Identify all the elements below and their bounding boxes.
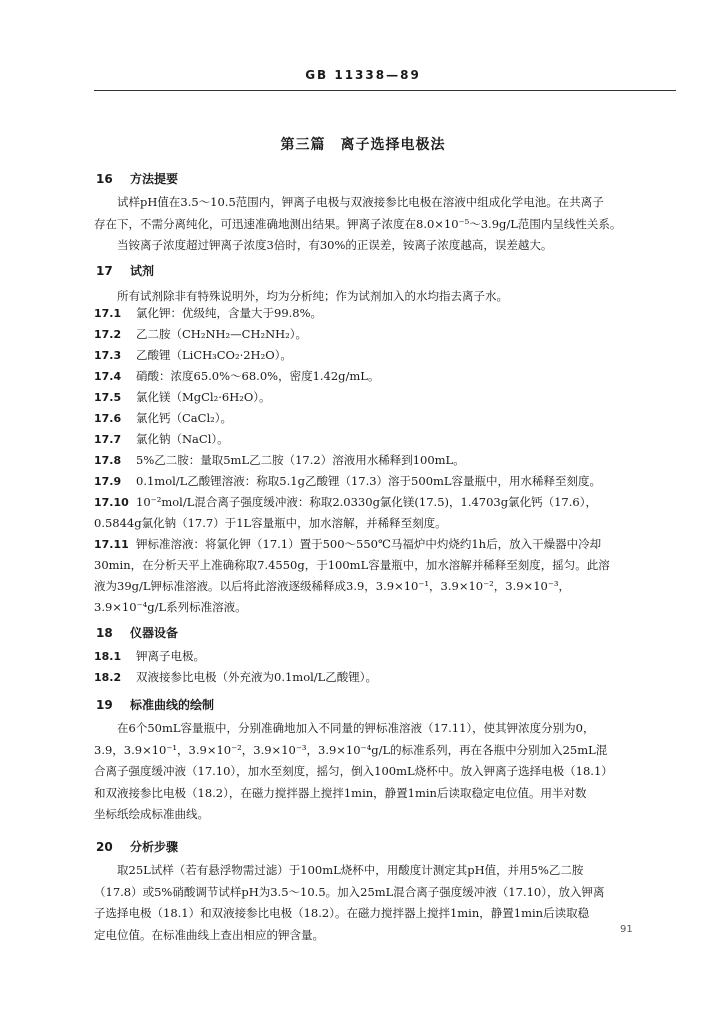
- section-18-heading: [96, 624, 178, 641]
- reagent-item: 17.7 氯化钠（NaCl）。: [94, 432, 229, 446]
- reagent-item: 17.1 氯化钾：优级纯，含量大于99.8%。: [94, 306, 323, 320]
- reagent-item: 17.3 乙酸锂（LiCH₃CO₂·2H₂O）。: [94, 348, 292, 362]
- paragraph-line: 当铵离子浓度超过钾离子浓度3倍时，有30%的正误差，铵离子浓度越高，误差越大。: [117, 238, 553, 252]
- paragraph-line: 在6个50mL容量瓶中，分别准确地加入不同量的钾标准溶液（17.11），使其钾浓度分别为0，: [117, 721, 595, 735]
- paragraph-line: 试样pH值在3.5～10.5范围内，钾离子电极与双液接参比电极在溶液中组成化学电池。在共离子: [117, 195, 604, 209]
- section-title: 方法提要: [130, 172, 179, 186]
- section-19-heading: [96, 696, 214, 713]
- section-number: 17: [96, 264, 113, 278]
- reagent-item-continuation: 0.5844g氯化钠（17.7）于1L容量瓶中，加水溶解，并稀释至刻度。: [94, 516, 447, 530]
- paragraph-line: 和双液接参比电极（18.2），在磁力搅拌器上搅拌1min，静置1min后读取稳定电位值。用半对数: [94, 785, 587, 800]
- section-title: 仪器设备: [130, 626, 179, 640]
- section-number: 19: [96, 698, 113, 712]
- part-title: 第三篇 离子选择电极法: [280, 137, 446, 153]
- paragraph-line: （17.8）或5%硝酸调节试样pH为3.5～10.5。加入25mL混合离子强度缓冲液（17.10），放入钾离: [94, 884, 605, 899]
- paragraph-line: 子选择电极（18.1）和双液接参比电极（18.2）。在磁力搅拌器上搅拌1min，静置1min后读取稳: [94, 906, 590, 920]
- reagent-item: 17.9 0.1mol/L乙酸锂溶液：称取5.1g乙酸锂（17.3）溶于500mL容量瓶中，用水稀释至刻度。: [94, 474, 602, 488]
- section-20-body: [94, 860, 672, 946]
- header-rule: [94, 90, 676, 91]
- section-number: 20: [96, 840, 113, 854]
- reagent-item: 17.6 氯化钙（CaCl₂）。: [94, 411, 232, 425]
- reagent-item: 17.2 乙二胺（CH₂NH₂—CH₂NH₂）。: [94, 327, 308, 341]
- instrument-item: 18.1 钾离子电极。: [94, 649, 205, 663]
- section-title: 分析步骤: [130, 840, 179, 854]
- section-number: 16: [96, 172, 113, 186]
- paragraph-line: 坐标纸绘成标准曲线。: [94, 807, 209, 821]
- standard-number-header: GB 11338—89: [305, 68, 421, 82]
- paragraph-line: 取25L试样（若有悬浮物需过滤）于100mL烧杯中，用酸度计测定其pH值，并用5%乙二胺: [117, 863, 584, 877]
- reagent-item: 17.10 10⁻²mol/L混合离子强度缓冲液：称取2.0330g氯化镁(17.5)，1.4703g氯化钙（17.6），: [94, 495, 597, 509]
- section-20-heading: [96, 838, 178, 855]
- paragraph-line: 所有试剂除非有特殊说明外，均为分析纯；作为试剂加入的水均指去离子水。: [117, 289, 508, 303]
- section-title: 试剂: [130, 264, 155, 278]
- instrument-item: 18.2 双液接参比电极（外充液为0.1mol/L乙酸锂）。: [94, 670, 378, 684]
- section-title: 标准曲线的绘制: [130, 698, 215, 712]
- section-16-heading: [96, 170, 178, 187]
- reagent-item: 17.4 硝酸：浓度65.0%～68.0%，密度1.42g/mL。: [94, 369, 380, 383]
- reagent-item: 17.5 氯化镁（MgCl₂·6H₂O）。: [94, 390, 271, 404]
- page-number: 91: [620, 924, 633, 935]
- reagent-item-continuation: 液为39g/L钾标准溶液。以后将此溶液逐级稀释成3.9，3.9×10⁻¹，3.9×10⁻²，3.9×10⁻³，: [94, 579, 571, 593]
- reagent-item-continuation: 30min，在分析天平上准确称取7.4550g，于100mL容量瓶中，加水溶解并稀释至刻度，摇匀。此溶: [94, 558, 610, 572]
- paragraph-line: 3.9，3.9×10⁻¹，3.9×10⁻²，3.9×10⁻³，3.9×10⁻⁴g/L的标准系列，再在各瓶中分别加入25mL混: [94, 742, 608, 757]
- reagent-item-continuation: 3.9×10⁻⁴g/L系列标准溶液。: [94, 600, 247, 614]
- paragraph-line: 存在下，不需分离纯化，可迅速准确地测出结果。钾离子浓度在8.0×10⁻⁵～3.9g/L范围内呈线性关系。: [94, 216, 622, 231]
- section-16-body: [94, 192, 672, 257]
- paragraph-line: 定电位值。在标准曲线上查出相应的钾含量。: [94, 927, 324, 942]
- section-19-body: [94, 718, 672, 826]
- section-number: 18: [96, 626, 113, 640]
- reagent-item: 17.8 5%乙二胺：量取5mL乙二胺（17.2）溶液用水稀释到100mL。: [94, 453, 465, 467]
- section-17-heading: [96, 262, 154, 279]
- reagent-item: 17.11 钾标准溶液：将氯化钾（17.1）置于500～550℃马福炉中灼烧约1h后，放入干燥器中冷却: [94, 537, 602, 551]
- paragraph-line: 合离子强度缓冲液（17.10），加水至刻度，摇匀，倒入100mL烧杯中。放入钾离子选择电极（18.1）: [94, 764, 613, 778]
